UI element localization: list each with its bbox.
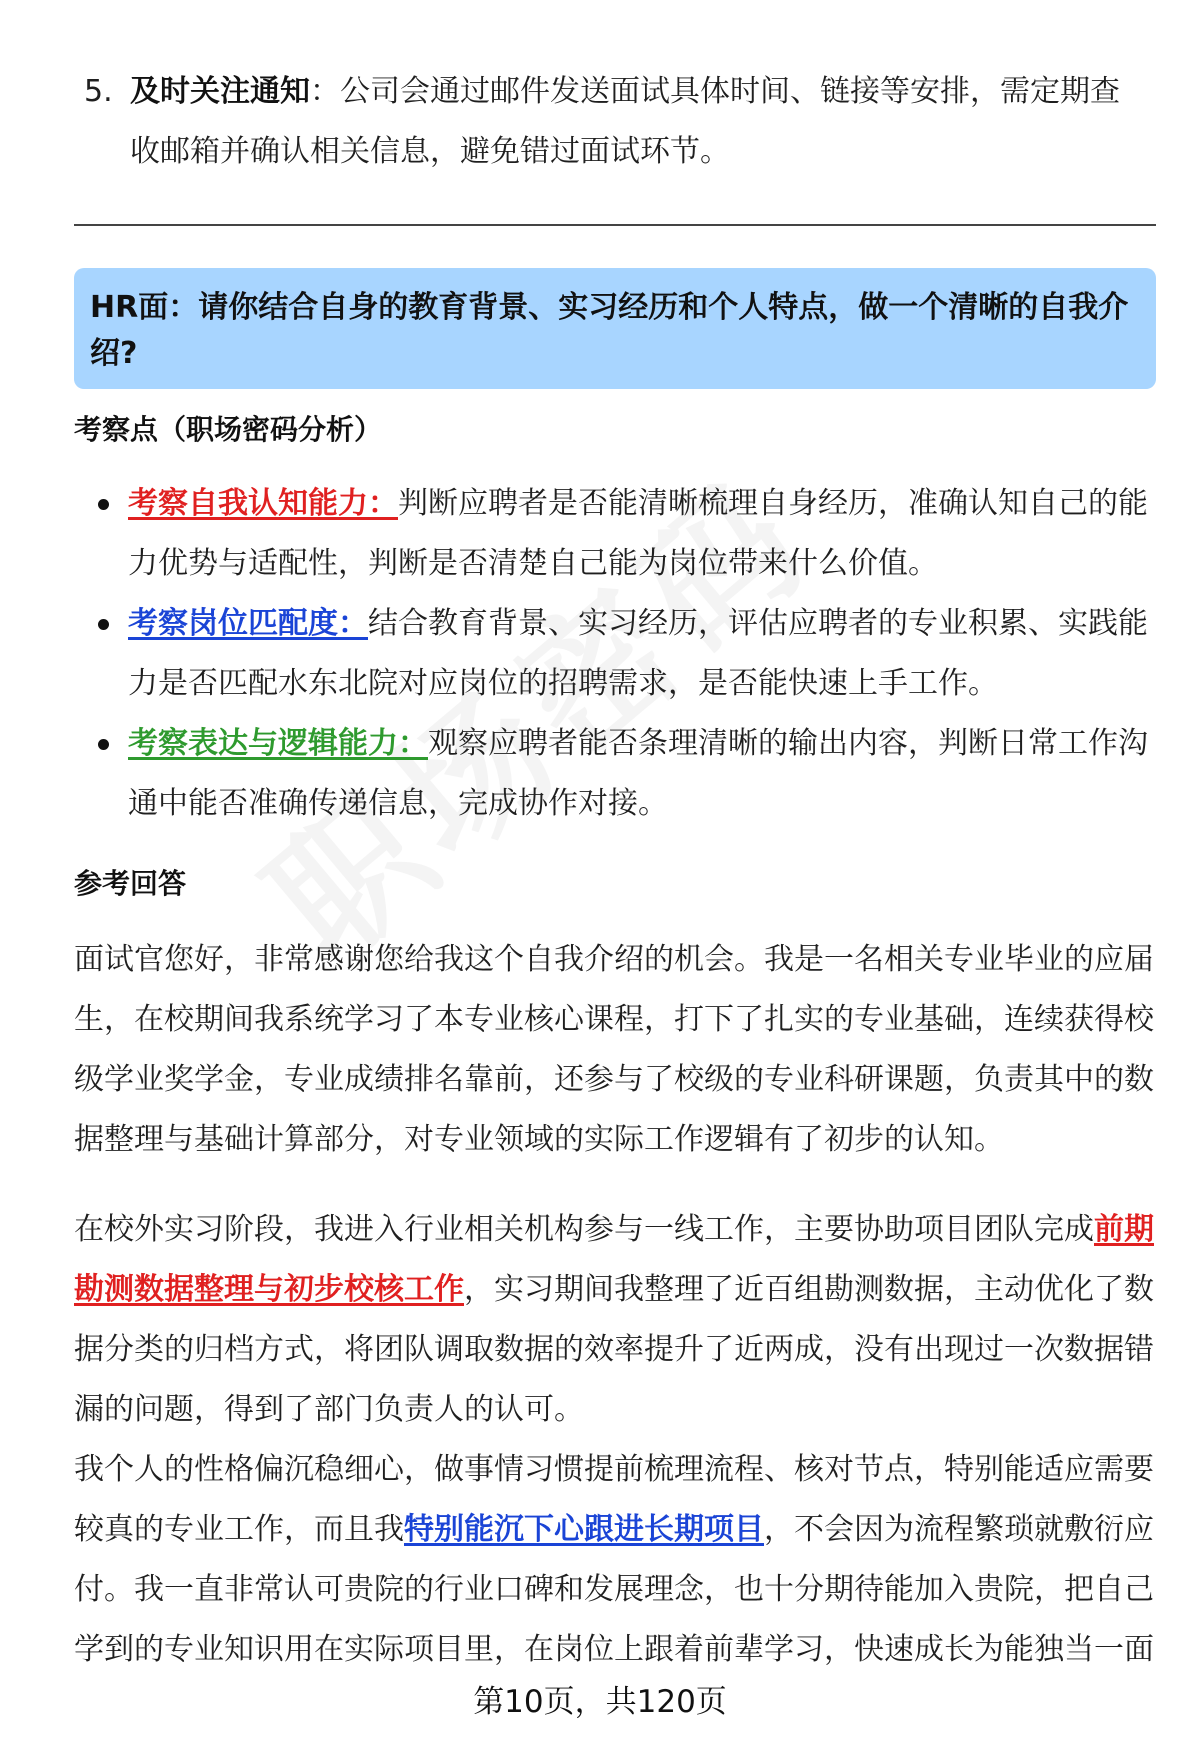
list-item-5 [84, 62, 1144, 182]
list-number: 5. [84, 74, 113, 109]
bullet-item [74, 474, 1154, 594]
paragraph-text: ，不会因为流程繁琐就敷衍应付。我一直非常认可贵院的行业口碑和发展理念，也十分期待能加入贵院，把自己学到的专业知识用在实际项目里，在岗位上跟着前辈学习，快速成长为能独当一面 [74, 1512, 1154, 1667]
section-heading-answer: 参考回答 [74, 867, 187, 900]
bullet-label: 考察自我认知能力： [128, 486, 398, 521]
bullet-item [74, 594, 1154, 714]
paragraph-text: ，实习期间我整理了近百组勘测数据，主动优化了数据分类的归档方式，将团队调取数据的效率提升了近两成，没有出现过一次数据错漏的问题，得到了部门负责人的认可。 [74, 1272, 1154, 1427]
question-text: HR面：请你结合自身的教育背景、实习经历和个人特点，做一个清晰的自我介绍? [90, 290, 1129, 371]
answer-paragraph-2 [74, 1200, 1156, 1440]
paragraph-text: 在校外实习阶段，我进入行业相关机构参与一线工作，主要协助项目团队完成 [74, 1212, 1094, 1247]
bullet-dot-icon [98, 739, 109, 750]
answer-paragraph-1: 面试官您好，非常感谢您给我这个自我介绍的机会。我是一名相关专业毕业的应届生，在校期间我系统学习了本专业核心课程，打下了扎实的专业基础，连续获得校级学业奖学金，专业成绩排名靠前，还参与了校级的专业科研课题，负责其中的数据整理与基础计算部分，对专业领域的实际工作逻辑有了初步的认知。 [74, 942, 1154, 1157]
bullet-label: 考察岗位匹配度： [128, 606, 368, 641]
question-box [74, 268, 1156, 389]
highlight-text: 特别能沉下心跟进长期项目 [404, 1512, 764, 1547]
bullet-dot-icon [98, 499, 109, 510]
section-heading-analysis: 考察点（职场密码分析） [74, 413, 383, 446]
bullet-text: 判断应聘者是否能清晰梳理自身经历，准确认知自己的能力优势与适配性，判断是否清楚自己能为岗位带来什么价值。 [128, 486, 1148, 581]
bullet-dot-icon [98, 619, 109, 630]
bullet-text: 结合教育背景、实习经历，评估应聘者的专业积累、实践能力是否匹配水东北院对应岗位的招聘需求，是否能快速上手工作。 [128, 606, 1148, 701]
list-item-text: ：公司会通过邮件发送面试具体时间、链接等安排，需定期查收邮箱并确认相关信息，避免错过面试环节。 [130, 74, 1120, 169]
list-item-body [130, 62, 1144, 182]
divider [74, 224, 1156, 226]
answer-paragraph-3 [74, 1440, 1156, 1680]
paragraph-text: 我个人的性格偏沉稳细心，做事情习惯提前梳理流程、核对节点，特别能适应需要较真的专业工作，而且我 [74, 1452, 1154, 1547]
bullet-text: 观察应聘者能否条理清晰的输出内容，判断日常工作沟通中能否准确传递信息，完成协作对接。 [128, 726, 1148, 821]
highlight-text: 前期勘测数据整理与初步校核工作 [74, 1212, 1154, 1307]
bullet-list [74, 474, 1154, 834]
page-number: 第10页，共120页 [473, 1684, 727, 1720]
list-item-title: 及时关注通知 [130, 74, 310, 109]
bullet-label: 考察表达与逻辑能力： [128, 726, 428, 761]
bullet-item [74, 714, 1154, 834]
